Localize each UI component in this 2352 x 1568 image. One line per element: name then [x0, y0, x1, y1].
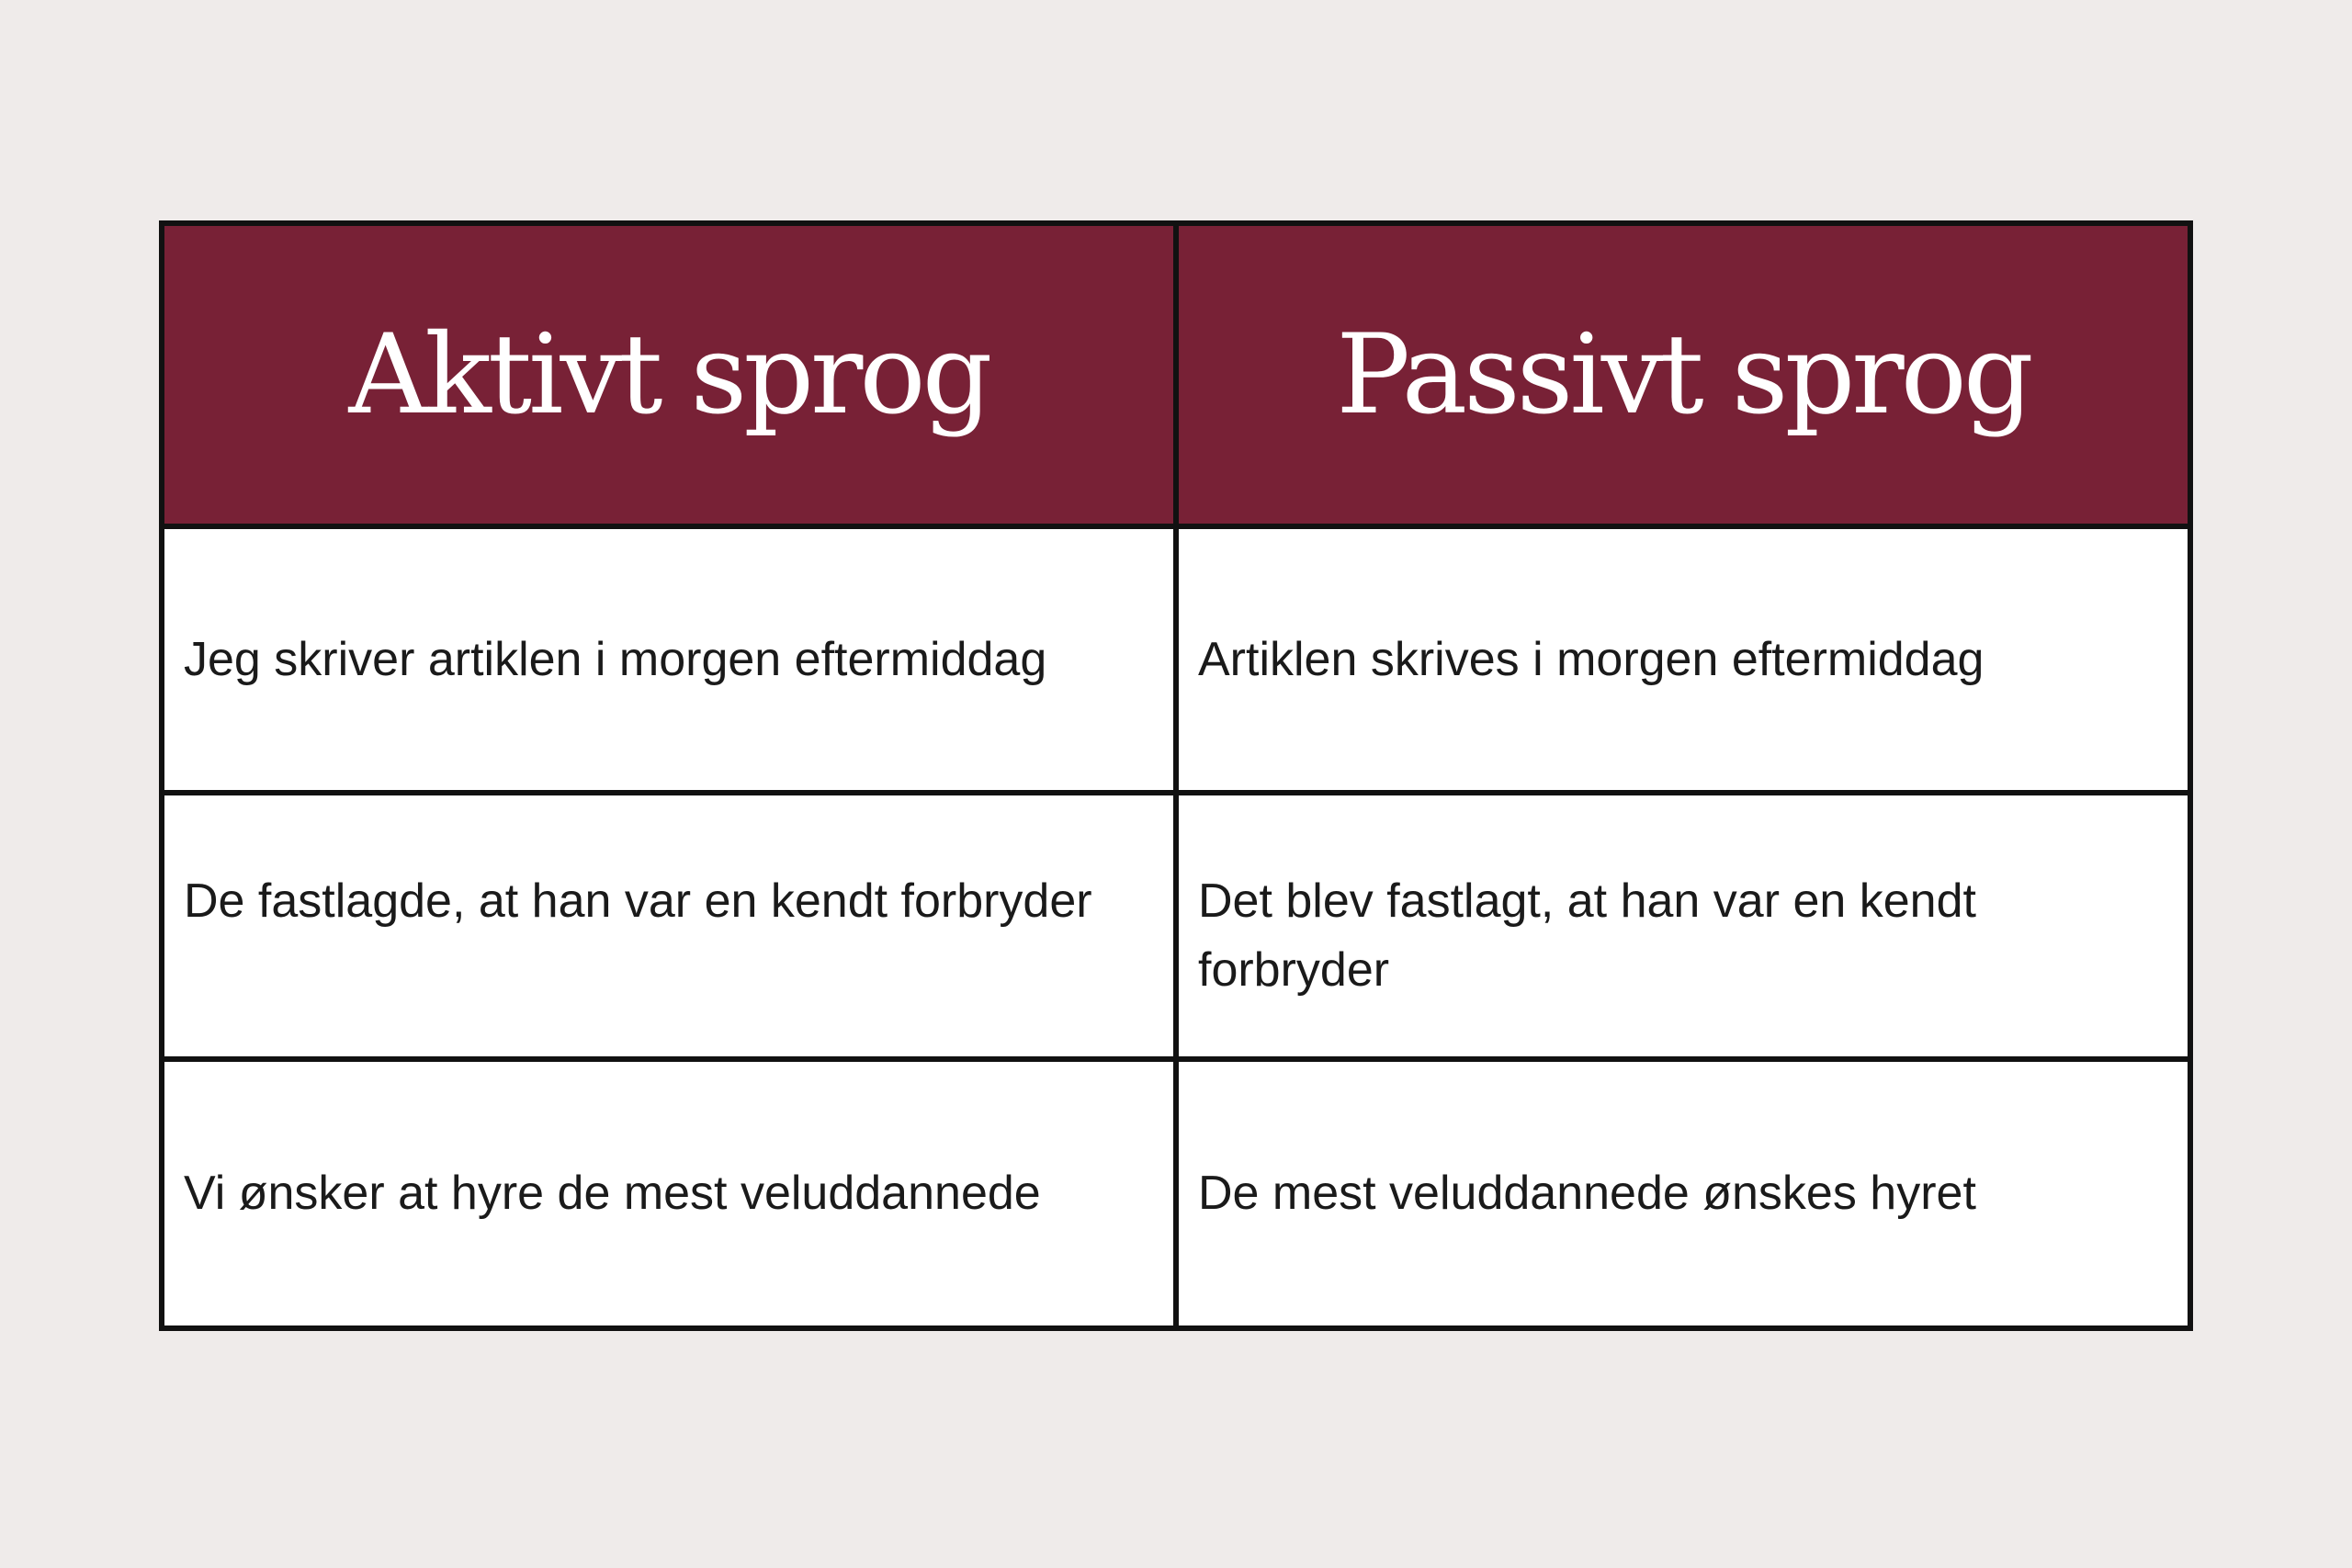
cell-active-example: De fastlagde, at han var en kendt forbryder	[162, 793, 1176, 1059]
cell-active-example: Jeg skriver artiklen i morgen eftermiddag	[162, 526, 1176, 793]
table-body	[162, 526, 2190, 1328]
cell-passive-example: Artiklen skrives i morgen eftermiddag	[1176, 526, 2190, 793]
header-row	[162, 223, 2190, 526]
header-passive-language: Passivt sprog	[1176, 223, 2190, 526]
table-row	[162, 793, 2190, 1059]
table-header	[162, 223, 2190, 526]
cell-passive-example: De mest veluddannede ønskes hyret	[1176, 1059, 2190, 1328]
table-row	[162, 1059, 2190, 1328]
table-row	[162, 526, 2190, 793]
comparison-table	[159, 220, 2193, 1331]
cell-passive-example: Det blev fastlagt, at han var en kendt forbryder	[1176, 793, 2190, 1059]
cell-active-example: Vi ønsker at hyre de mest veluddannede	[162, 1059, 1176, 1328]
header-active-language: Aktivt sprog	[162, 223, 1176, 526]
